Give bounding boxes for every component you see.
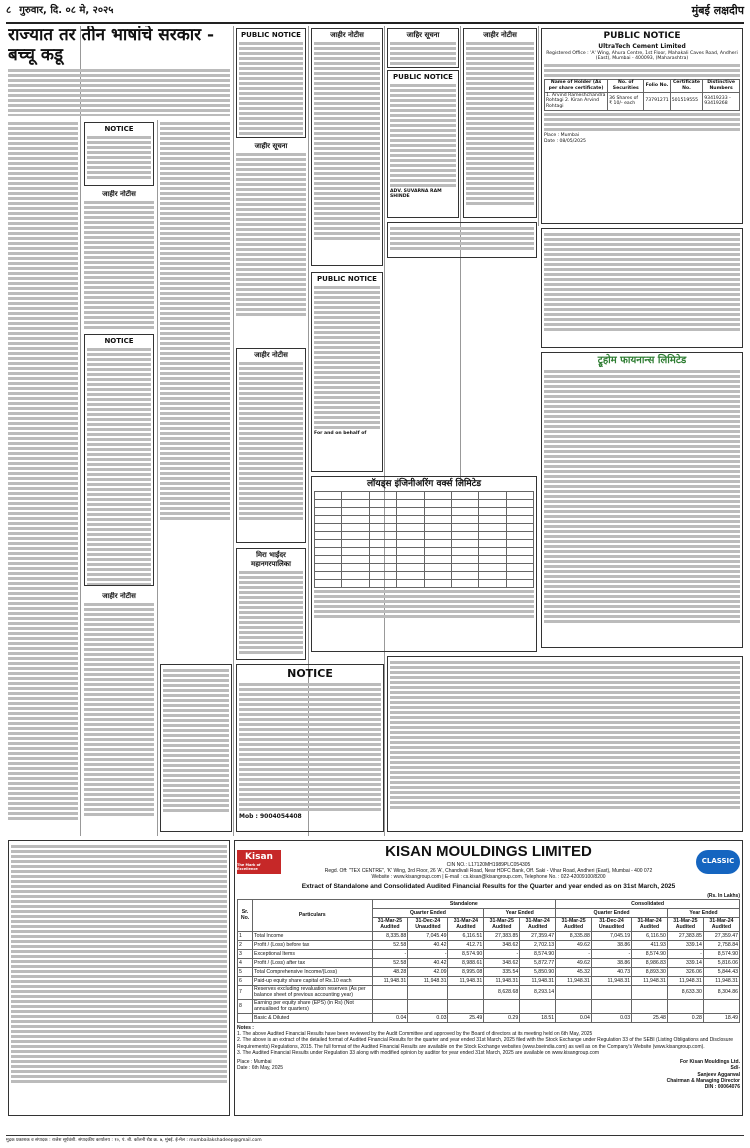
- table-cell: [632, 999, 668, 1013]
- table-cell: 3: [238, 949, 253, 958]
- table-cell: 38.86: [591, 958, 631, 967]
- extract-title: Extract of Standalone and Consolidated Audited Financial Results for the Quarter and year ended as on 31st March, 2025: [301, 882, 676, 890]
- table-cell: [238, 1013, 253, 1022]
- notice-mob: [236, 664, 384, 832]
- ultratech-notice: [541, 28, 743, 224]
- table-cell: 11,948.31: [408, 976, 448, 985]
- public-notice-box-3: [387, 70, 459, 218]
- table-row: [238, 1013, 740, 1022]
- lead-story: [8, 26, 230, 116]
- company-name: लॉयड्स इंजिनीअरिंग वर्क्स लिमिटेड: [366, 479, 482, 489]
- mobile-number: Mob : 9004054408: [239, 812, 302, 820]
- jahir-notice-2: [84, 592, 154, 832]
- company-name: KISAN MOULDINGS LIMITED: [385, 843, 592, 860]
- kisan-results: [234, 840, 743, 1116]
- table-row: [238, 976, 740, 985]
- table-cell: 38.86: [591, 940, 631, 949]
- bhayander-notice: [236, 548, 306, 660]
- table-header: Consolidated: [556, 899, 740, 908]
- place: Place : Mumbai: [544, 132, 580, 138]
- certificate-notice: [387, 656, 743, 832]
- table-cell: 48.28: [372, 967, 408, 976]
- classic-logo: [696, 850, 740, 874]
- table-cell: Profit / (Loss) after tax: [253, 958, 372, 967]
- table-cell: 40.42: [408, 958, 448, 967]
- table-cell: -: [484, 949, 520, 958]
- table-header: Quarter Ended: [556, 908, 668, 917]
- table-cell: 8,628.68: [484, 985, 520, 999]
- table-cell: 11,948.31: [591, 976, 631, 985]
- table-cell: 0.03: [591, 1013, 631, 1022]
- table-header: Name of Holder (As per share certificate): [545, 80, 608, 92]
- table-cell: 8,335.88: [372, 931, 408, 940]
- notice-title: जाहीर नोटीस: [483, 31, 517, 39]
- table-cell: [632, 985, 668, 999]
- table-cell: -: [372, 949, 408, 958]
- table-cell: 11,948.31: [484, 976, 520, 985]
- cin: CIN NO.: L17120MH1989PLC054305: [446, 861, 531, 868]
- page-number: ८: [6, 4, 12, 16]
- table-cell: 18.51: [520, 1013, 556, 1022]
- table-cell: 11,948.31: [372, 976, 408, 985]
- table-header: 31-Mar-25 Audited: [372, 917, 408, 931]
- table-cell: 2,702.13: [520, 940, 556, 949]
- table-row: [238, 931, 740, 940]
- table-cell: [372, 985, 408, 999]
- mid-notice: [387, 222, 537, 258]
- table-cell: 501519555: [670, 92, 703, 110]
- notice-title: जाहीर नोटीस: [102, 190, 136, 198]
- table-cell: 27,383.85: [484, 931, 520, 940]
- table-cell: 0.29: [484, 1013, 520, 1022]
- table-cell: 25.49: [448, 1013, 484, 1022]
- table-cell: [408, 999, 448, 1013]
- public-notice-box-2: [311, 272, 383, 472]
- company-name: UltraTech Cement Limited: [598, 43, 686, 51]
- lead-body: [8, 69, 230, 116]
- note: 3. The Audited Financial Results under Regulation 33 along with modified opinion by auditor for year ended 31st March, 2025 are available on www.kisangroup.com: [237, 1049, 600, 1056]
- table-header: Standalone: [372, 899, 556, 908]
- column-rule: [233, 26, 234, 836]
- column-rule: [384, 26, 385, 836]
- lead-headline: राज्यात तर तीन भाषांचे सरकार - बच्चू कडू: [8, 26, 215, 65]
- table-cell: 11,948.31: [703, 976, 739, 985]
- notice-box: [84, 334, 154, 586]
- lloyds-table: [314, 491, 534, 588]
- notice-title: मिरा भाईंदर महानगरपालिका: [251, 551, 291, 568]
- page-date: गुरुवार, दि. ०८ मे, २०२५: [19, 4, 114, 16]
- notice-title: PUBLIC NOTICE: [603, 31, 681, 41]
- table-cell: 5,872.77: [520, 958, 556, 967]
- date: Date : 6th May, 2025: [237, 1065, 284, 1072]
- table-cell: Total Income: [253, 931, 372, 940]
- table-cell: -: [667, 949, 703, 958]
- jahir-notice-1: [84, 190, 154, 330]
- table-cell: [556, 985, 592, 999]
- table-header: No. of Securities: [608, 80, 644, 92]
- notice-title: जाहीर सूचना: [254, 142, 288, 150]
- kisan-table-body: [238, 931, 740, 1022]
- table-cell: 8,304.86: [703, 985, 739, 999]
- table-cell: [556, 999, 592, 1013]
- table-row: [545, 92, 740, 110]
- column-rule: [157, 120, 158, 836]
- table-cell: 6,116.50: [632, 931, 668, 940]
- table-header: Year Ended: [484, 908, 556, 917]
- table-cell: [484, 999, 520, 1013]
- table-cell: 411.93: [632, 940, 668, 949]
- jahir-notice-3: [236, 348, 306, 543]
- table-cell: 335.54: [484, 967, 520, 976]
- table-cell: 8,633.30: [667, 985, 703, 999]
- notice-box: [84, 122, 154, 186]
- jahir-suchana: [236, 142, 306, 342]
- registered-office: Registered Office : 'A' Wing, Ahura Centre, 1st Floor, Mahakali Caves Road, Andheri (East), Mumbai - 400093, (Maharashtra): [546, 50, 738, 62]
- table-header: 31-Mar-25 Audited: [484, 917, 520, 931]
- table-cell: 339.14: [667, 958, 703, 967]
- kisan-logo: [237, 850, 281, 874]
- table-header: Certificate No.: [670, 80, 703, 92]
- table-cell: Reserves excluding revaluation reserves (As per balance sheet of previous accounting year): [253, 985, 372, 999]
- note: 2. The above is an extract of the detailed format of Audited Financial Results for the quarter and year ended 31st March, 2025 filed with the Stock Exchange under Regulation 33 of the SEBI (Listing Obligations and Disclosure Requirements) Regulations, 2015. The full format of the Audited Financial Results are available on the Stock Exchange websites (www.bseindia.com) as well as on the Company's Website (www.kisangroup.com).: [237, 1037, 734, 1050]
- table-header: 31-Mar-24 Audited: [520, 917, 556, 931]
- table-cell: 5,816.06: [703, 958, 739, 967]
- table-cell: 11,948.31: [556, 976, 592, 985]
- table-cell: Exceptional Items: [253, 949, 372, 958]
- table-cell: 40.73: [591, 967, 631, 976]
- table-cell: [448, 999, 484, 1013]
- table-cell: [408, 985, 448, 999]
- table-cell: 8,574.90: [448, 949, 484, 958]
- table-cell: 25.48: [632, 1013, 668, 1022]
- table-cell: 27,359.47: [703, 931, 739, 940]
- table-cell: 8,893.30: [632, 967, 668, 976]
- notice-title: PUBLIC NOTICE: [241, 31, 301, 39]
- ultratech-table: [544, 79, 740, 111]
- bottom-left-notice: [8, 840, 230, 1116]
- kisan-table: [237, 899, 740, 1023]
- table-cell: 5,844.43: [703, 967, 739, 976]
- table-cell: 7: [238, 985, 253, 999]
- place: Place : Mumbai: [237, 1059, 272, 1066]
- table-cell: Basic & Diluted: [253, 1013, 372, 1022]
- notes-title: Notes :: [237, 1024, 254, 1031]
- table-cell: 11,948.31: [632, 976, 668, 985]
- table-cell: 93419233 - 93419268: [703, 92, 740, 110]
- table-row: [238, 958, 740, 967]
- date: Date : 08/05/2025: [544, 138, 586, 144]
- table-cell: 1. Arvind Rameshchandra Rohtagi 2. Kiran Arvind Rohtagi: [545, 92, 608, 110]
- table-cell: Paid-up equity share capital of Rs.10 each: [253, 976, 372, 985]
- table-cell: 6,116.51: [448, 931, 484, 940]
- kisan-logo-text: Kisan: [245, 851, 273, 862]
- table-cell: 7,045.19: [591, 931, 631, 940]
- table-row: [238, 999, 740, 1013]
- table-cell: 36 Shares of ₹ 10/- each: [608, 92, 644, 110]
- table-header: 31-Mar-25 Audited: [667, 917, 703, 931]
- kisan-tagline: The Mark of Excellence: [237, 863, 261, 872]
- table-cell: 0.28: [667, 1013, 703, 1022]
- property-notice: [541, 228, 743, 348]
- table-header: Particulars: [253, 899, 372, 931]
- column-rule: [80, 26, 81, 836]
- table-header: 31-Mar-24 Audited: [448, 917, 484, 931]
- advocate-name: ADV. SUVARNA RAM SHINDE: [390, 188, 442, 200]
- table-cell: 348.62: [484, 940, 520, 949]
- notice-title: जाहीर नोटीस: [254, 351, 288, 359]
- table-cell: 49.62: [556, 958, 592, 967]
- truhome-notice: [541, 352, 743, 648]
- table-cell: 348.62: [484, 958, 520, 967]
- table-cell: 8,986.83: [632, 958, 668, 967]
- table-cell: 1: [238, 931, 253, 940]
- table-header: 31-Mar-24 Audited: [703, 917, 739, 931]
- table-header: 31-Mar-25 Audited: [556, 917, 592, 931]
- table-cell: 11,948.31: [667, 976, 703, 985]
- table-row: [238, 949, 740, 958]
- jahir-soochana: [387, 28, 459, 68]
- notice-title: जाहीर नोटीस: [102, 592, 136, 600]
- table-cell: [591, 985, 631, 999]
- table-cell: 40.42: [408, 940, 448, 949]
- notice-title: NOTICE: [104, 125, 134, 133]
- table-cell: 2,758.84: [703, 940, 739, 949]
- column-rule: [538, 26, 539, 226]
- units-label: (Rs. In Lakhs): [707, 892, 740, 899]
- table-cell: -: [408, 949, 448, 958]
- table-cell: 8,574.90: [632, 949, 668, 958]
- table-cell: 5: [238, 967, 253, 976]
- table-cell: 11,948.31: [520, 976, 556, 985]
- notice-title: PUBLIC NOTICE: [393, 73, 453, 81]
- table-cell: 8,995.08: [448, 967, 484, 976]
- table-cell: 52.58: [372, 958, 408, 967]
- signature-sd: Sd/-: [730, 1065, 740, 1072]
- note: 1. The above Audited Financial Results have been reviewed by the Audit Committee and approved by the Board of directors at its meeting held on 6th May, 2025: [237, 1031, 593, 1038]
- co-op-soc: For and on behalf of: [314, 430, 367, 436]
- notice-title: NOTICE: [287, 667, 333, 680]
- table-cell: 0.04: [372, 1013, 408, 1022]
- table-cell: 8,293.14: [520, 985, 556, 999]
- table-cell: 2: [238, 940, 253, 949]
- table-cell: [591, 999, 631, 1013]
- table-cell: Profit / (Loss) before tax: [253, 940, 372, 949]
- table-cell: [667, 999, 703, 1013]
- page-header: [6, 0, 744, 24]
- table-cell: 4: [238, 958, 253, 967]
- table-cell: -: [556, 949, 592, 958]
- contact-info: Website : www.kisangroup.com | E-mail : cs.kisan@kisangroup.com, Telephone No. : 022-42009100/8200: [371, 874, 606, 881]
- signatory-din: DIN : 00064076: [704, 1084, 740, 1091]
- table-header: 31-Mar-24 Audited: [632, 917, 668, 931]
- masthead-title: मुंबई लक्षदीप: [691, 4, 744, 18]
- table-cell: 8,574.90: [520, 949, 556, 958]
- table-cell: 11,948.31: [448, 976, 484, 985]
- jahir-notice-5: [463, 28, 537, 218]
- registered-office: Regd. Off: "TEX CENTRE", 'K' Wing, 3rd Floor, 26 'A', Chandivali Road, Near HDFC Bank, Off. Saki - Vihar Road, Andheri (East), Mumbai - 400 072: [324, 868, 653, 874]
- table-row: [238, 940, 740, 949]
- table-cell: 18.49: [703, 1013, 739, 1022]
- signatory-designation: Chairman & Managing Director: [666, 1077, 740, 1084]
- table-cell: 5,850.90: [520, 967, 556, 976]
- table-cell: -: [591, 949, 631, 958]
- table-cell: 8: [238, 999, 253, 1013]
- classic-logo-text: CLASSIC: [701, 857, 735, 866]
- company-name: ट्रूहोम फायनान्स लिमिटेड: [597, 355, 687, 366]
- table-cell: 49.62: [556, 940, 592, 949]
- signatory-name: Sanjeev Aggarwal: [697, 1071, 740, 1078]
- table-cell: 8,988.61: [448, 958, 484, 967]
- table-cell: Total Comprehensive Income/(Loss): [253, 967, 372, 976]
- table-cell: [703, 999, 739, 1013]
- table-row: [238, 985, 740, 999]
- notice-title: NOTICE: [104, 337, 134, 345]
- public-notice-box: [236, 28, 306, 138]
- table-cell: 8,335.88: [556, 931, 592, 940]
- table-header: Distinctive Numbers: [703, 80, 740, 92]
- jahir-notice-4: [311, 28, 383, 266]
- table-cell: 27,359.47: [520, 931, 556, 940]
- table-cell: 339.14: [667, 940, 703, 949]
- notice-title: जाहिर सूचना: [406, 31, 440, 39]
- page-footer: मुद्रक प्रकाशक व संपादक : राजेश सूर्यवंशी. संपादकीय कार्यालय : १०, पं. बी. कॉलनी रोड क्र. ७, मुंबई. ई-मेल : mumbailakshadeep@gmail.com: [6, 1135, 744, 1144]
- table-cell: 73791271: [644, 92, 670, 110]
- table-row: [238, 967, 740, 976]
- jahir-notice-6: [160, 664, 232, 832]
- table-cell: 412.71: [448, 940, 484, 949]
- column-1-article: [8, 120, 78, 820]
- table-cell: 326.06: [667, 967, 703, 976]
- table-header: Sr. No.: [238, 899, 253, 931]
- table-cell: 8,574.90: [703, 949, 739, 958]
- table-header: Year Ended: [667, 908, 739, 917]
- table-cell: 52.58: [372, 940, 408, 949]
- signature-for: For Kisan Mouldings Ltd.: [680, 1059, 740, 1066]
- table-header: 31-Dec-24 Unaudited: [591, 917, 631, 931]
- table-header: 31-Dec-24 Unaudited: [408, 917, 448, 931]
- table-cell: 0.04: [556, 1013, 592, 1022]
- table-cell: [520, 999, 556, 1013]
- lloyds-results: [311, 476, 537, 652]
- notice-title: PUBLIC NOTICE: [317, 275, 377, 283]
- table-cell: [372, 999, 408, 1013]
- table-cell: 0.03: [408, 1013, 448, 1022]
- table-cell: 6: [238, 976, 253, 985]
- table-cell: 7,045.49: [408, 931, 448, 940]
- notice-title: जाहीर नोटीस: [330, 31, 364, 39]
- table-cell: 27,383.85: [667, 931, 703, 940]
- table-cell: [448, 985, 484, 999]
- table-header: Folio No.: [644, 80, 670, 92]
- table-header: Quarter Ended: [372, 908, 484, 917]
- table-cell: Earning per equity share (EPS) (in Rs) (Not annualised for quarters): [253, 999, 372, 1013]
- table-cell: 45.32: [556, 967, 592, 976]
- table-cell: 42.09: [408, 967, 448, 976]
